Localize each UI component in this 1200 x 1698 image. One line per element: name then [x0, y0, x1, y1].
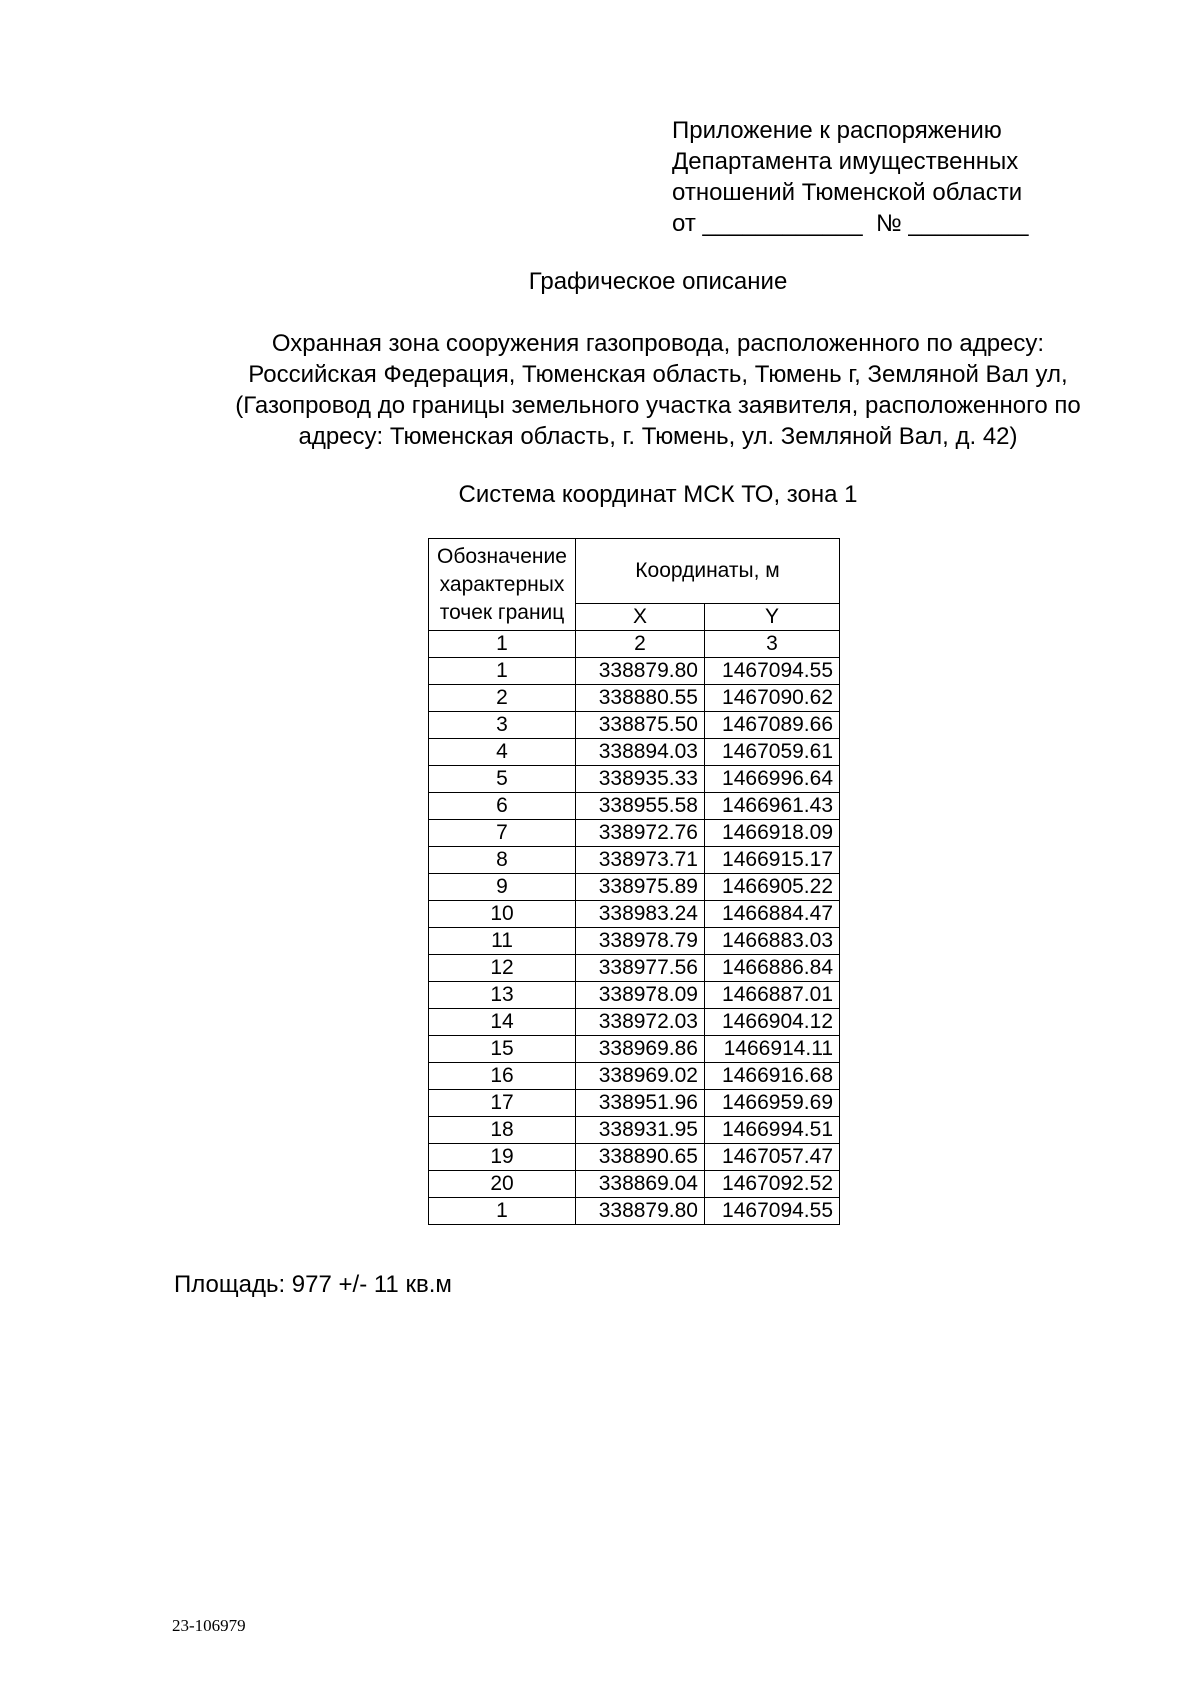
- coordinates-body: [429, 658, 840, 1225]
- point-number-cell: 10: [429, 901, 576, 928]
- point-number-cell: 15: [429, 1036, 576, 1063]
- y-coordinate-cell: 1466884.47: [705, 901, 840, 928]
- y-coordinate-cell: 1467059.61: [705, 739, 840, 766]
- table-row: [429, 1009, 840, 1036]
- point-number-cell: 4: [429, 739, 576, 766]
- point-number-cell: 5: [429, 766, 576, 793]
- y-coordinate-cell: 1466887.01: [705, 982, 840, 1009]
- point-number-cell: 7: [429, 820, 576, 847]
- table-row: [429, 874, 840, 901]
- y-coordinate-cell: 1467090.62: [705, 685, 840, 712]
- x-coordinate-cell: 338931.95: [576, 1117, 705, 1144]
- x-coordinate-cell: 338890.65: [576, 1144, 705, 1171]
- table-row: [429, 685, 840, 712]
- column-number: 3: [705, 631, 840, 658]
- header-y: Y: [705, 604, 840, 631]
- point-number-cell: 17: [429, 1090, 576, 1117]
- table-row: [429, 658, 840, 685]
- point-number-cell: 3: [429, 712, 576, 739]
- header-x: X: [576, 604, 705, 631]
- y-coordinate-cell: 1466886.84: [705, 955, 840, 982]
- x-coordinate-cell: 338955.58: [576, 793, 705, 820]
- x-coordinate-cell: 338894.03: [576, 739, 705, 766]
- point-number-cell: 1: [429, 658, 576, 685]
- table-row: [429, 1144, 840, 1171]
- point-number-cell: 2: [429, 685, 576, 712]
- description-line: адресу: Тюменская область, г. Тюмень, ул. Земляной Вал, д. 42): [298, 423, 1018, 450]
- y-coordinate-cell: 1466916.68: [705, 1063, 840, 1090]
- document-number: 23-106979: [172, 1616, 246, 1635]
- y-coordinate-cell: 1466905.22: [705, 874, 840, 901]
- point-number-cell: 18: [429, 1117, 576, 1144]
- x-coordinate-cell: 338879.80: [576, 658, 705, 685]
- y-coordinate-cell: 1467089.66: [705, 712, 840, 739]
- x-coordinate-cell: 338880.55: [576, 685, 705, 712]
- y-coordinate-cell: 1466883.03: [705, 928, 840, 955]
- description-line: Охранная зона сооружения газопровода, расположенного по адресу:: [271, 330, 1045, 357]
- table-row: [429, 1036, 840, 1063]
- x-coordinate-cell: 338875.50: [576, 712, 705, 739]
- appendix-line-3: отношений Тюменской области: [672, 179, 1023, 206]
- x-coordinate-cell: 338973.71: [576, 847, 705, 874]
- x-coordinate-cell: 338983.24: [576, 901, 705, 928]
- y-coordinate-cell: 1467094.55: [705, 658, 840, 685]
- point-number-cell: 6: [429, 793, 576, 820]
- x-coordinate-cell: 338978.09: [576, 982, 705, 1009]
- x-coordinate-cell: 338972.03: [576, 1009, 705, 1036]
- x-coordinate-cell: 338869.04: [576, 1171, 705, 1198]
- y-coordinate-cell: 1466961.43: [705, 793, 840, 820]
- table-row: [429, 739, 840, 766]
- table-row: [429, 820, 840, 847]
- description-line: (Газопровод до границы земельного участка заявителя, расположенного по: [235, 392, 1081, 419]
- object-description: [0, 328, 1200, 452]
- table-row: [429, 1117, 840, 1144]
- header-coordinates: Координаты, м: [576, 539, 840, 604]
- description-line: Российская Федерация, Тюменская область, Тюмень г, Земляной Вал ул,: [248, 361, 1068, 388]
- table-row: [429, 928, 840, 955]
- appendix-line-4: от ____________ № _________: [672, 210, 1029, 237]
- y-coordinate-cell: 1467057.47: [705, 1144, 840, 1171]
- y-coordinate-cell: 1466996.64: [705, 766, 840, 793]
- table-row: [429, 712, 840, 739]
- point-number-cell: 12: [429, 955, 576, 982]
- appendix-block: [672, 115, 1029, 239]
- point-number-cell: 13: [429, 982, 576, 1009]
- coordinates-table: [428, 538, 840, 1225]
- point-number-cell: 8: [429, 847, 576, 874]
- x-coordinate-cell: 338977.56: [576, 955, 705, 982]
- point-number-cell: 20: [429, 1171, 576, 1198]
- table-row: [429, 793, 840, 820]
- appendix-line-1: Приложение к распоряжению: [672, 117, 1002, 144]
- table-row: [429, 1063, 840, 1090]
- y-coordinate-cell: 1466918.09: [705, 820, 840, 847]
- point-number-cell: 19: [429, 1144, 576, 1171]
- coordinate-system: Система координат МСК ТО, зона 1: [458, 481, 858, 508]
- point-number-cell: 9: [429, 874, 576, 901]
- x-coordinate-cell: 338975.89: [576, 874, 705, 901]
- table-row: [429, 1171, 840, 1198]
- x-coordinate-cell: 338935.33: [576, 766, 705, 793]
- y-coordinate-cell: 1466914.11: [705, 1036, 840, 1063]
- y-coordinate-cell: 1466959.69: [705, 1090, 840, 1117]
- table-row: [429, 901, 840, 928]
- x-coordinate-cell: 338969.02: [576, 1063, 705, 1090]
- table-row: [429, 955, 840, 982]
- column-number: 1: [429, 631, 576, 658]
- appendix-line-2: Департамента имущественных: [672, 148, 1019, 175]
- x-coordinate-cell: 338969.86: [576, 1036, 705, 1063]
- point-number-cell: 1: [429, 1198, 576, 1225]
- table-row: [429, 766, 840, 793]
- y-coordinate-cell: 1467094.55: [705, 1198, 840, 1225]
- header-point-designation: Обозначение характерных точек границ: [429, 539, 576, 631]
- y-coordinate-cell: 1466904.12: [705, 1009, 840, 1036]
- table-row: [429, 1090, 840, 1117]
- point-number-cell: 16: [429, 1063, 576, 1090]
- y-coordinate-cell: 1466915.17: [705, 847, 840, 874]
- point-number-cell: 11: [429, 928, 576, 955]
- table-row: [429, 847, 840, 874]
- y-coordinate-cell: 1466994.51: [705, 1117, 840, 1144]
- point-number-cell: 14: [429, 1009, 576, 1036]
- x-coordinate-cell: 338879.80: [576, 1198, 705, 1225]
- area-value: Площадь: 977 +/- 11 кв.м: [174, 1271, 452, 1298]
- y-coordinate-cell: 1467092.52: [705, 1171, 840, 1198]
- table-row: [429, 1198, 840, 1225]
- column-number: 2: [576, 631, 705, 658]
- x-coordinate-cell: 338972.76: [576, 820, 705, 847]
- table-row: [429, 982, 840, 1009]
- x-coordinate-cell: 338978.79: [576, 928, 705, 955]
- x-coordinate-cell: 338951.96: [576, 1090, 705, 1117]
- page-title: Графическое описание: [528, 268, 788, 295]
